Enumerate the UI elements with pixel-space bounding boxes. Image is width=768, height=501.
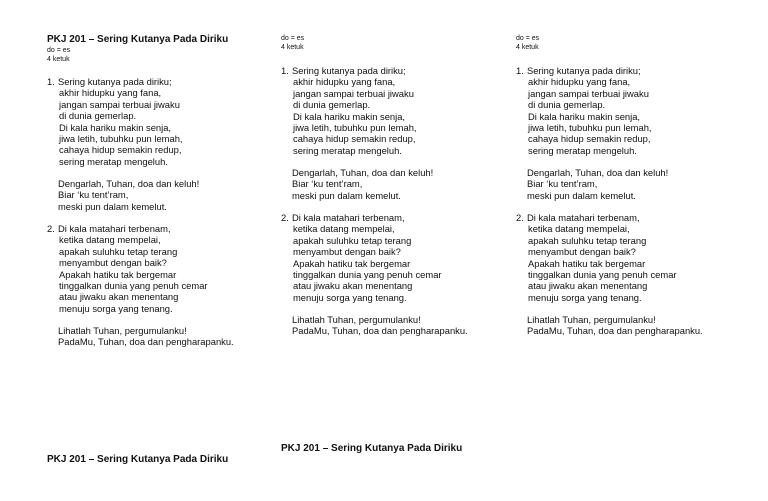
refrain-line: Biar ‘ku tent’ram, (58, 189, 129, 201)
verse-line: apakah suluhku tetap terang (528, 234, 647, 246)
refrain-line: Biar ‘ku tent’ram, (292, 178, 363, 190)
verse-line: jiwa letih, tubuhku pun lemah, (59, 133, 183, 145)
verse-line: Sering kutanya pada diriku; (58, 76, 172, 87)
refrain-line: Lihatlah Tuhan, pergumulanku! (527, 314, 656, 325)
refrain-2 (516, 314, 703, 337)
song-meter: 4 ketuk (516, 44, 539, 51)
verse-line: di dunia gemerlap. (59, 110, 137, 122)
verse-line: di dunia gemerlap. (528, 99, 606, 111)
refrain-line: meski pun dalam kemelut. (292, 189, 401, 201)
refrain-2 (281, 314, 468, 337)
refrain-line: Lihatlah Tuhan, pergumulanku! (292, 314, 421, 325)
verse-2 (47, 223, 208, 314)
verse-1 (281, 65, 417, 156)
verse-line: sering meratap mengeluh. (59, 155, 168, 167)
verse-line: Di kala matahari terbenam, (58, 223, 171, 234)
verse-line: sering meratap mengeluh. (528, 144, 637, 156)
verse-line: jiwa letih, tubuhku pun lemah, (528, 122, 652, 134)
refrain-2 (47, 325, 234, 348)
refrain-line: Biar ‘ku tent’ram, (527, 178, 598, 190)
verse-line: Apakah hatiku tak bergemar (293, 257, 411, 269)
verse-line: Di kala matahari terbenam, (527, 212, 640, 223)
refrain-line: Dengarlah, Tuhan, doa dan keluh! (58, 178, 200, 189)
song-column-3 (516, 34, 746, 337)
verse-2-number: 2. (281, 212, 289, 223)
song-title: PKJ 201 – Sering Kutanya Pada Diriku (47, 34, 229, 45)
verse-line: atau jiwaku akan menentang (528, 280, 648, 292)
verse-line: ketika datang mempelai, (59, 234, 161, 246)
footer-title-left: PKJ 201 – Sering Kutanya Pada Diriku (47, 454, 229, 465)
refrain-line: PadaMu, Tuhan, doa dan pengharapanku. (58, 336, 234, 348)
verse-line: Di kala hariku makin senja, (59, 121, 172, 133)
verse-line: atau jiwaku akan menentang (293, 280, 413, 292)
verse-line: akhir hidupku yang fana, (59, 87, 162, 99)
verse-2 (281, 212, 442, 303)
song-key: do = es (281, 35, 305, 42)
song-meter: 4 ketuk (47, 56, 70, 63)
verse-1 (47, 76, 183, 167)
verse-line: menuju sorga yang tenang. (528, 291, 642, 303)
verse-line: cahaya hidup semakin redup, (59, 144, 182, 156)
refrain-1 (47, 178, 199, 212)
verse-line: akhir hidupku yang fana, (293, 76, 396, 88)
verse-line: apakah suluhku tetap terang (293, 234, 412, 246)
verse-line: tinggalkan dunia yang penuh cemar (528, 269, 677, 281)
verse-line: di dunia gemerlap. (293, 99, 371, 111)
verse-line: atau jiwaku akan menentang (59, 291, 179, 303)
verse-line: menuju sorga yang tenang. (293, 291, 407, 303)
verse-line: Apakah hatiku tak bergemar (528, 257, 646, 269)
refrain-line: Dengarlah, Tuhan, doa dan keluh! (527, 167, 669, 178)
verse-line: Di kala matahari terbenam, (292, 212, 405, 223)
refrain-line: Lihatlah Tuhan, pergumulanku! (58, 325, 187, 336)
verse-1-number: 1. (47, 76, 55, 87)
verse-line: jangan sampai terbuai jiwaku (293, 87, 414, 99)
verse-line: Sering kutanya pada diriku; (527, 65, 641, 76)
verse-line: ketika datang mempelai, (293, 223, 395, 235)
song-key: do = es (47, 47, 71, 54)
song-column-2 (281, 34, 511, 337)
verse-line: menyambut dengan baik? (293, 246, 401, 258)
verse-line: jiwa letih, tubuhku pun lemah, (293, 122, 417, 134)
verse-1-number: 1. (516, 65, 524, 76)
verse-line: akhir hidupku yang fana, (528, 76, 631, 88)
verse-2-number: 2. (516, 212, 524, 223)
verse-line: sering meratap mengeluh. (293, 144, 402, 156)
verse-line: Di kala hariku makin senja, (528, 110, 641, 122)
verse-line: Sering kutanya pada diriku; (292, 65, 406, 76)
verse-line: ketika datang mempelai, (528, 223, 630, 235)
refrain-1 (516, 167, 668, 201)
verse-1 (516, 65, 652, 156)
refrain-1 (281, 167, 433, 201)
verse-line: menyambut dengan baik? (59, 257, 167, 269)
verse-line: cahaya hidup semakin redup, (528, 133, 651, 145)
refrain-line: meski pun dalam kemelut. (58, 200, 167, 212)
verse-line: menyambut dengan baik? (528, 246, 636, 258)
verse-2 (516, 212, 677, 303)
song-meter: 4 ketuk (281, 44, 304, 51)
refrain-line: meski pun dalam kemelut. (527, 189, 636, 201)
verse-2-number: 2. (47, 223, 55, 234)
verse-line: Apakah hatiku tak bergemar (59, 268, 177, 280)
verse-line: menuju sorga yang tenang. (59, 302, 173, 314)
song-column-1 (47, 34, 277, 348)
verse-line: apakah suluhku tetap terang (59, 245, 178, 257)
refrain-line: PadaMu, Tuhan, doa dan pengharapanku. (527, 325, 703, 337)
verse-line: tinggalkan dunia yang penuh cemar (59, 280, 208, 292)
verse-line: Di kala hariku makin senja, (293, 110, 406, 122)
verse-line: cahaya hidup semakin redup, (293, 133, 416, 145)
verse-line: tinggalkan dunia yang penuh cemar (293, 269, 442, 281)
footer-title-center: PKJ 201 – Sering Kutanya Pada Diriku (281, 443, 463, 454)
refrain-line: Dengarlah, Tuhan, doa dan keluh! (292, 167, 434, 178)
refrain-line: PadaMu, Tuhan, doa dan pengharapanku. (292, 325, 468, 337)
verse-line: jangan sampai terbuai jiwaku (528, 87, 649, 99)
verse-1-number: 1. (281, 65, 289, 76)
song-key: do = es (516, 35, 540, 42)
verse-line: jangan sampai terbuai jiwaku (59, 98, 180, 110)
